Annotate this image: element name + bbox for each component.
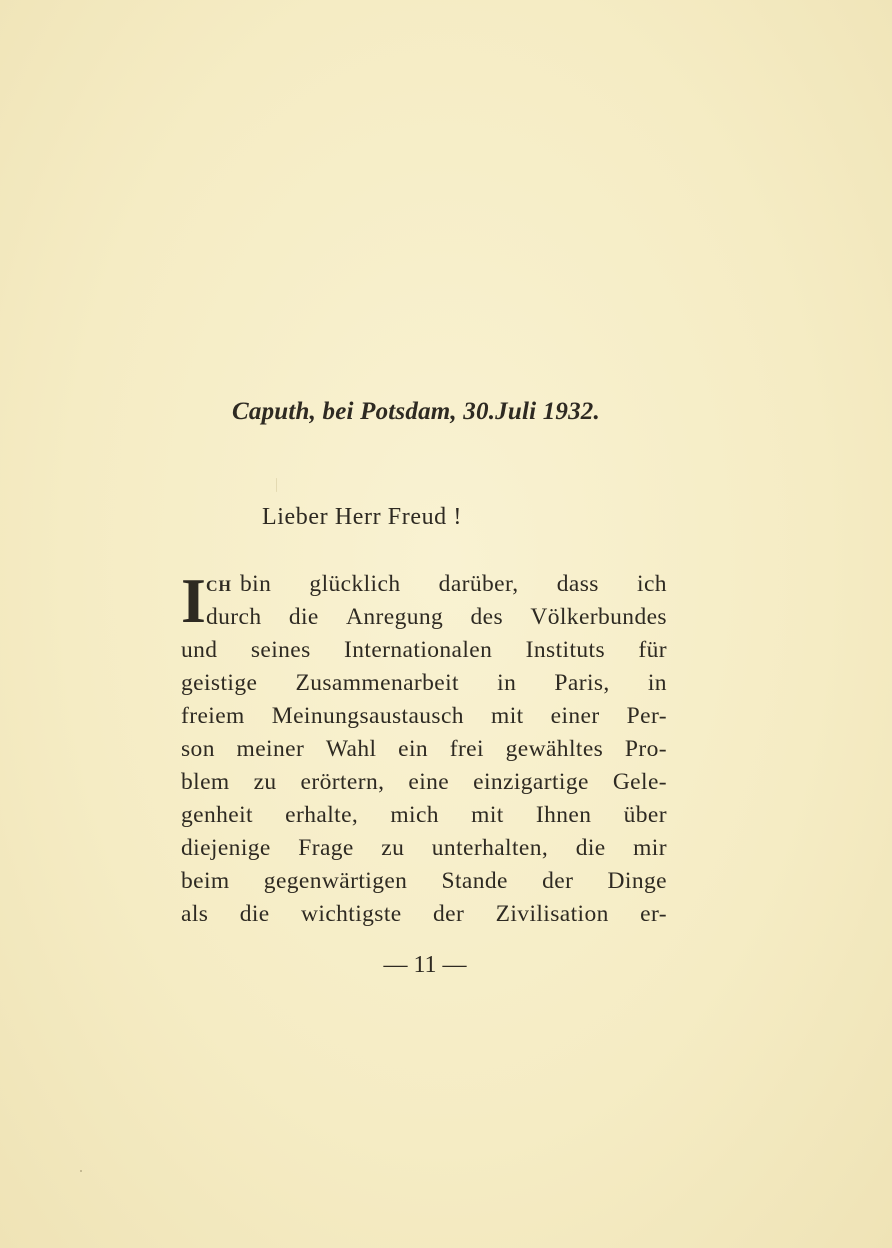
letter-lines (181, 565, 667, 931)
text-line (206, 601, 667, 634)
word: in (497, 670, 517, 696)
word: erhalte, (285, 802, 359, 828)
word: genheit (181, 802, 253, 828)
word: einer (550, 703, 600, 729)
word: Per- (626, 703, 667, 729)
word: für (638, 637, 667, 663)
word: mir (633, 835, 667, 861)
word: mich (390, 802, 439, 828)
word: in (647, 670, 667, 696)
text-line (181, 799, 667, 832)
word: zu (253, 769, 277, 795)
word: Anregung (346, 604, 444, 630)
word: die (239, 901, 270, 927)
paper-speck (80, 1170, 82, 1172)
word: Stande (441, 868, 508, 894)
text-line (181, 634, 667, 667)
word: die (575, 835, 606, 861)
word: eine (408, 769, 450, 795)
text-line (181, 733, 667, 766)
word: blem (181, 769, 230, 795)
word: wichtigste (301, 901, 402, 927)
word: mit (471, 802, 504, 828)
word: als (181, 901, 209, 927)
word: Gele- (612, 769, 667, 795)
word: Völkerbundes (530, 604, 667, 630)
word: unterhalten, (431, 835, 549, 861)
word: einzigartige (473, 769, 589, 795)
word: Zivilisation (495, 901, 609, 927)
text-line (181, 865, 667, 898)
text-line (181, 832, 667, 865)
word: beim (181, 868, 230, 894)
word: Paris, (554, 670, 610, 696)
word: Meinungsaustausch (271, 703, 464, 729)
word: über (623, 802, 667, 828)
word: son (181, 736, 215, 762)
word: Instituts (525, 637, 606, 663)
word: Zusammenarbeit (295, 670, 459, 696)
word: ich (637, 571, 667, 597)
word: Ihnen (535, 802, 592, 828)
text-line (181, 766, 667, 799)
word: der (542, 868, 574, 894)
dateline: Caputh, bei Potsdam, 30.Juli 1932. (232, 398, 600, 425)
salutation: Lieber Herr Freud ! (262, 504, 462, 530)
word: ein (398, 736, 429, 762)
word: zu (381, 835, 405, 861)
word: frei (449, 736, 484, 762)
word: darüber, (438, 571, 519, 597)
smallcaps-letters: CH (206, 578, 232, 595)
word: Pro- (624, 736, 667, 762)
word: Wahl (325, 736, 377, 762)
word: diejenige (181, 835, 271, 861)
word: des (470, 604, 504, 630)
word: freiem (181, 703, 245, 729)
word: erörtern, (300, 769, 385, 795)
word: und (181, 637, 218, 663)
word: mit (491, 703, 524, 729)
word: seines (250, 637, 311, 663)
word: dass (556, 571, 599, 597)
word: der (433, 901, 465, 927)
word: durch (206, 604, 262, 630)
text-line (181, 898, 667, 931)
letter-body (181, 565, 667, 931)
text-line (181, 667, 667, 700)
text-line (181, 700, 667, 733)
word: bin (240, 571, 272, 597)
text-line (206, 568, 667, 601)
word: er- (640, 901, 667, 927)
first-word (206, 568, 271, 601)
word: Internationalen (344, 637, 493, 663)
word: geistige (181, 670, 258, 696)
paper-speck (276, 478, 277, 492)
word: gegenwärtigen (263, 868, 408, 894)
word: glücklich (309, 571, 401, 597)
word: gewähltes (505, 736, 604, 762)
word: Frage (298, 835, 354, 861)
word: die (288, 604, 319, 630)
page-number: — 11 — (383, 952, 467, 978)
dropcap: I (181, 565, 206, 636)
word: meiner (236, 736, 305, 762)
word: Dinge (607, 868, 667, 894)
